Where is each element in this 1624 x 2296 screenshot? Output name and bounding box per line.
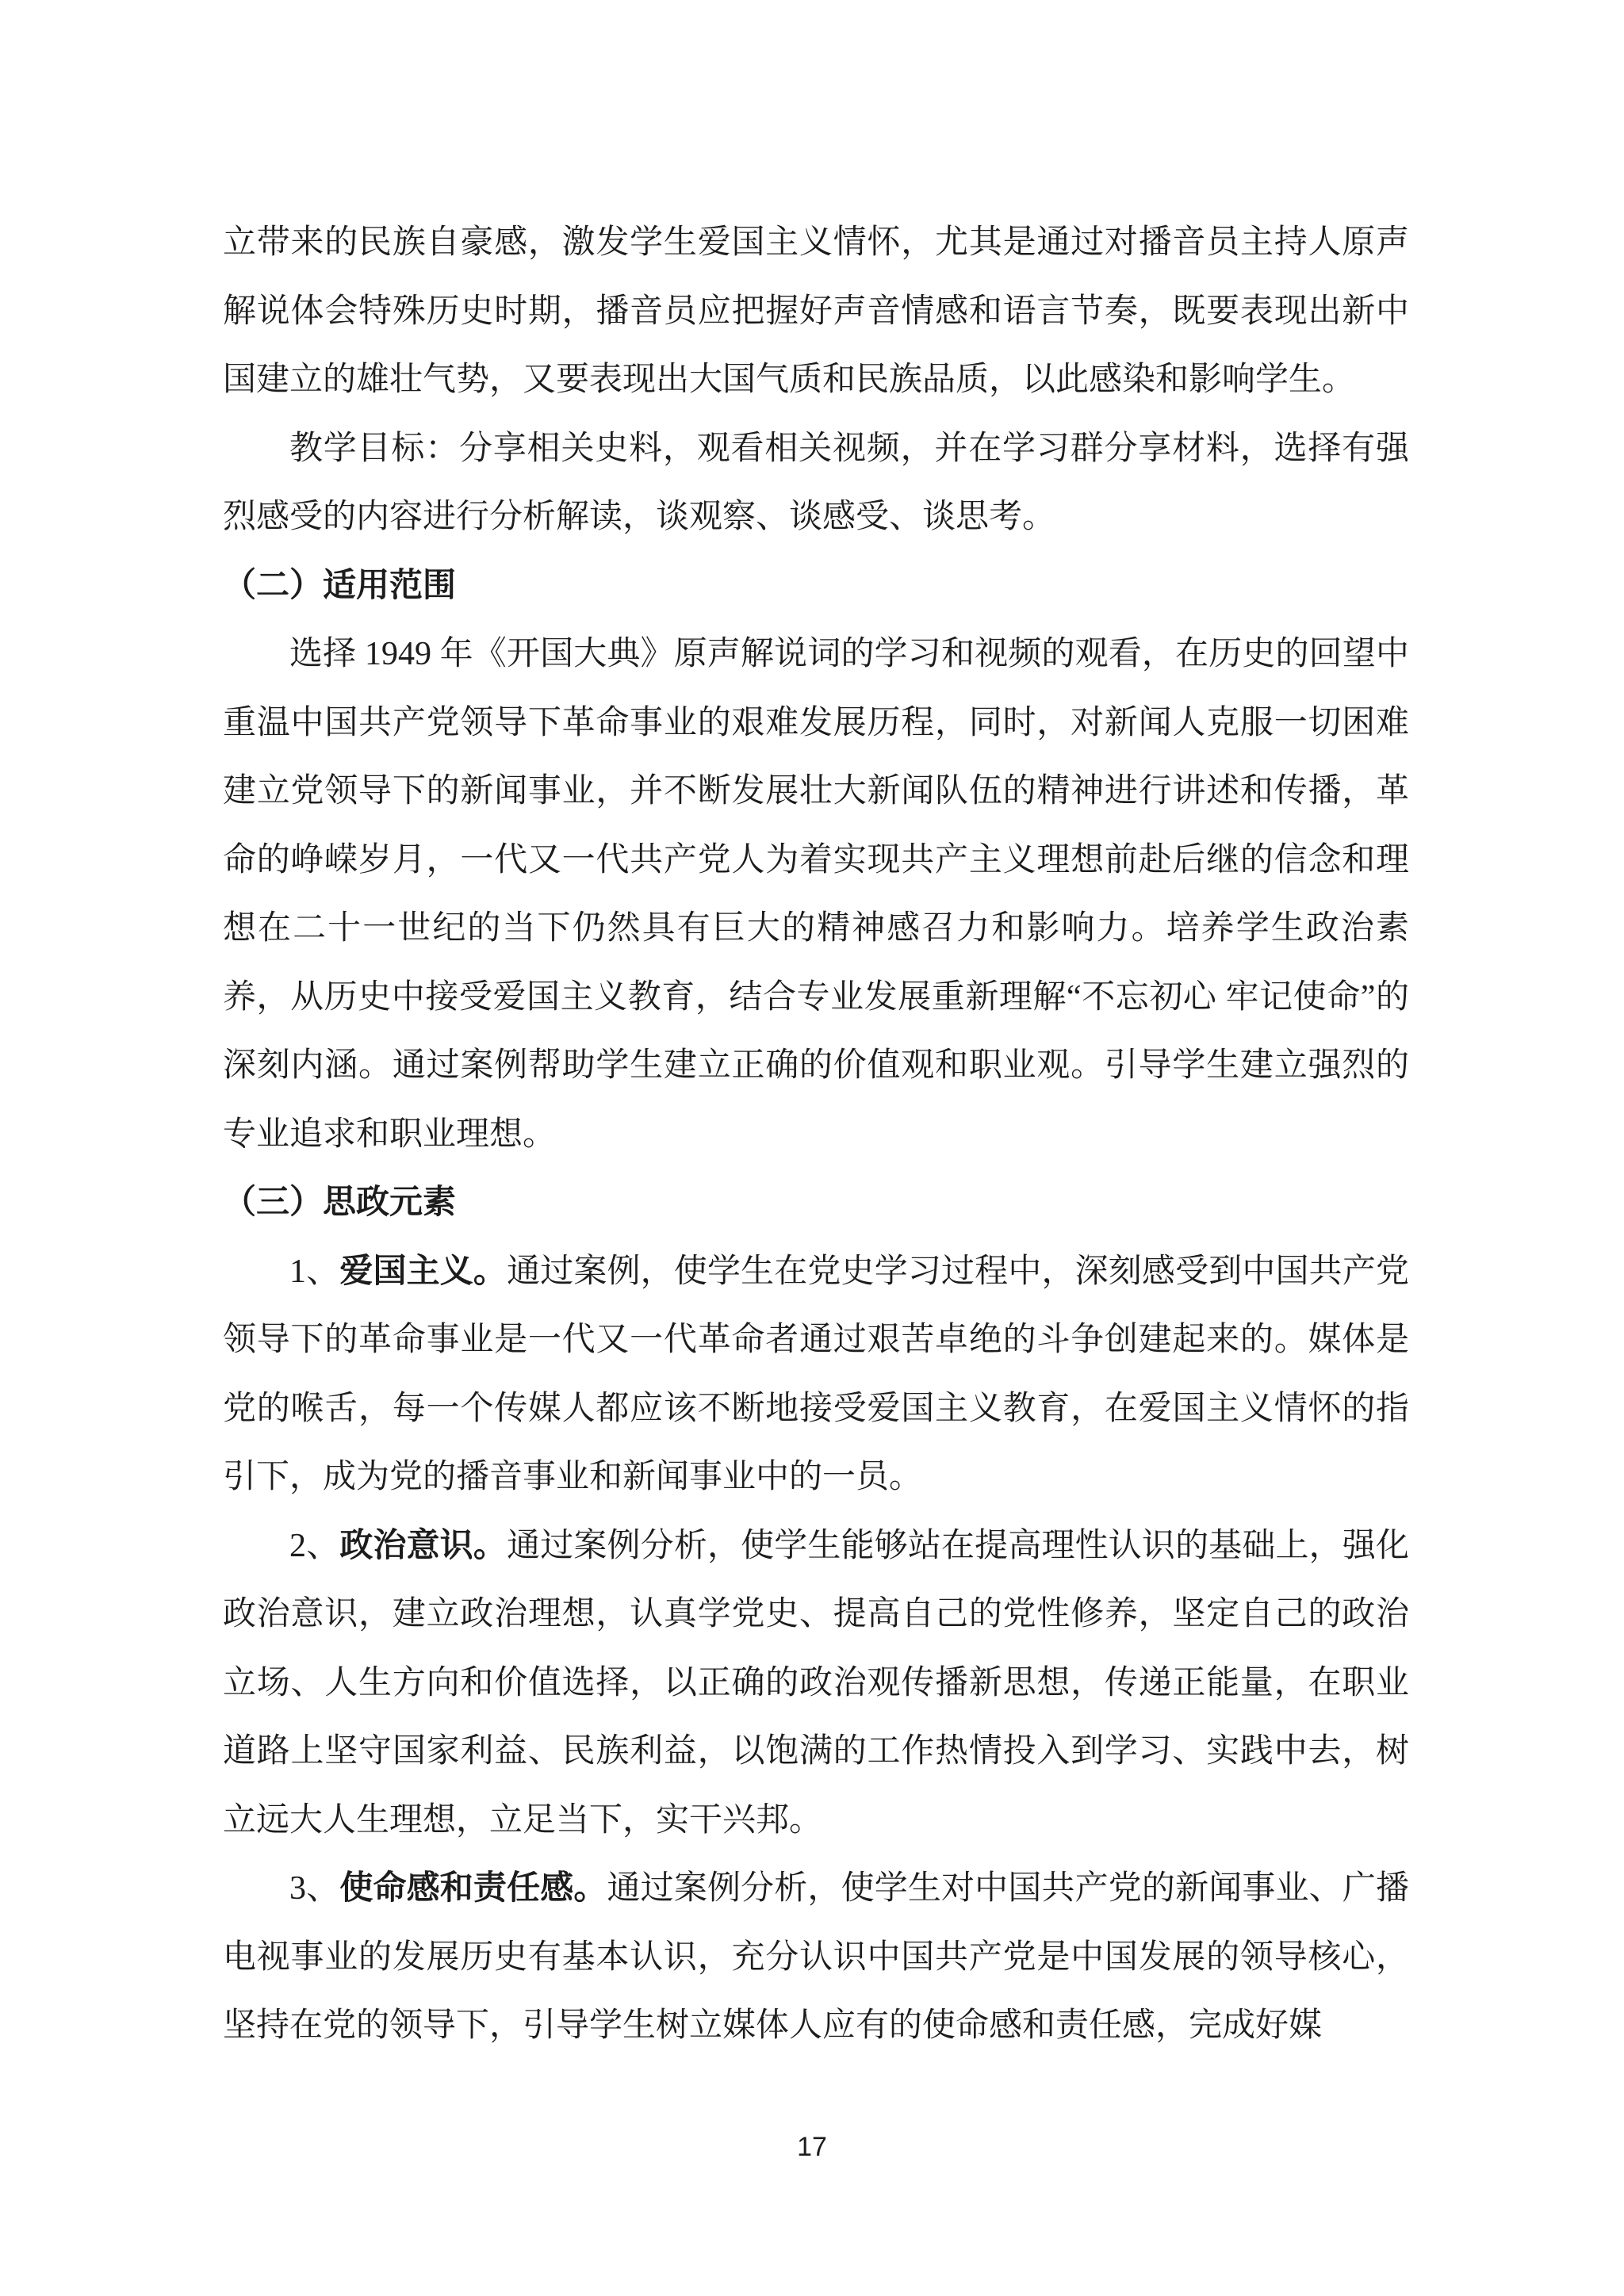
item-body-text: 通过案例，使学生在党史学习过程中，深刻感受到中国共产党领导下的革命事业是一代又一代革命者通过艰苦卓绝的斗争创建起来的。媒体是党的喉舌，每一个传媒人都应该不断地接受爱国主义教育，在爱国主义情怀的指引下，成为党的播音事业和新闻事业中的一员。	[223, 1253, 1409, 1495]
paragraph-scope-body: 选择 1949 年《开国大典》原声解说词的学习和视频的观看，在历史的回望中重温中国共产党领导下革命事业的艰难发展历程，同时，对新闻人克服一切困难建立党领导下的新闻事业，并不断发展壮大新闻队伍的精神进行讲述和传播，革命的峥嵘岁月，一代又一代共产党人为着实现共产主义理想前赴后继的信念和理想在二十一世纪的当下仍然具有巨大的精神感召力和影响力。培养学生政治素养，从历史中接受爱国主义教育，结合专业发展重新理解“不忘初心 牢记使命”的深刻内涵。通过案例帮助学生建立正确的价值观和职业观。引导学生建立强烈的专业追求和职业理想。	[223, 636, 1409, 1153]
numbered-paragraph-patriotism	[223, 1238, 1409, 1512]
item-lead-title: 使命感和责任感。	[339, 1870, 607, 1907]
item-number: 3、	[289, 1870, 340, 1907]
item-body-text: 通过案例分析，使学生能够站在提高理性认识的基础上，强化政治意识，建立政治理想，认真学党史、提高自己的党性修养，坚定自己的政治立场、人生方向和价值选择，以正确的政治观传播新思想，传递正能量，在职业道路上坚守国家利益、民族利益，以饱满的工作热情投入到学习、实践中去，树立远大人生理想，立足当下，实干兴邦。	[223, 1527, 1409, 1839]
item-lead-title: 爱国主义。	[339, 1253, 508, 1290]
numbered-paragraph-mission-responsibility	[223, 1854, 1409, 2061]
section-heading-ideology-elements: （三）思政元素	[223, 1184, 457, 1221]
paragraph-continuation: 立带来的民族自豪感，激发学生爱国主义情怀，尤其是通过对播音员主持人原声解说体会特殊历史时期，播音员应把握好声音情感和语言节奏，既要表现出新中国建立的雄壮气势，又要表现出大国气质和民族品质，以此感染和影响学生。	[223, 224, 1409, 398]
section-heading-scope: （二）适用范围	[223, 567, 457, 604]
document-body	[223, 209, 1409, 2061]
item-body-text: 通过案例分析，使学生对中国共产党的新闻事业、广播电视事业的发展历史有基本认识，充分认识中国共产党是中国发展的领导核心，坚持在党的领导下，引导学生树立媒体人应有的使命感和责任感，完成好媒	[223, 1870, 1409, 2044]
paragraph-teaching-goals: 教学目标：分享相关史料，观看相关视频，并在学习群分享材料，选择有强烈感受的内容进行分析解读，谈观察、谈感受、谈思考。	[223, 430, 1409, 535]
item-number: 1、	[289, 1253, 340, 1290]
item-number: 2、	[289, 1527, 340, 1564]
item-lead-title: 政治意识。	[339, 1527, 508, 1564]
numbered-paragraph-political-awareness	[223, 1512, 1409, 1855]
page-number: 17	[797, 2132, 827, 2162]
